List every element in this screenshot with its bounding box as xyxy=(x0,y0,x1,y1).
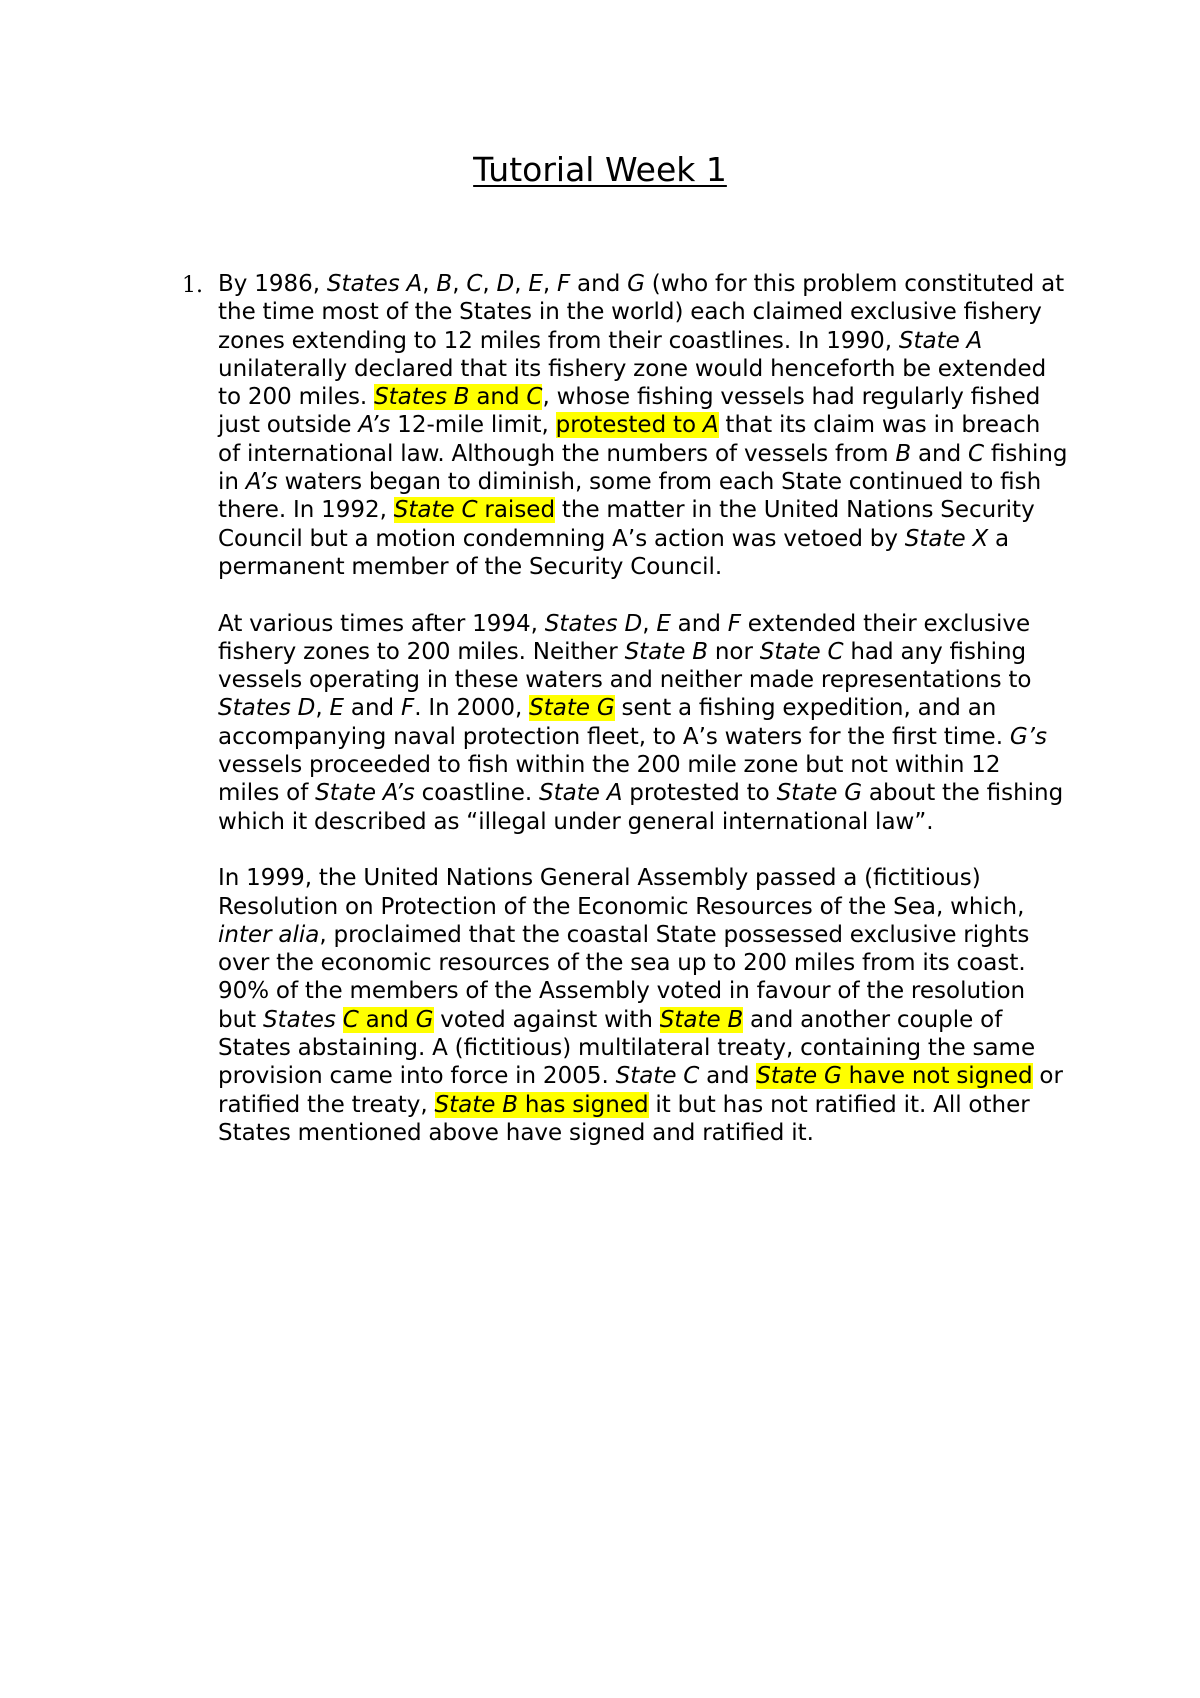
page-title: Tutorial Week 1 xyxy=(473,150,727,189)
text-run: In 1999, the United Nations General Assembly passed a (fictitious) Resolution on Protection of the Economic Resources of the Sea, which, xyxy=(218,865,1025,920)
text-run: vessels proceeded to fish within the 200 mile zone but not within 12 miles of xyxy=(218,752,1001,807)
italic-text: State C xyxy=(615,1063,700,1090)
highlighted-text: C xyxy=(526,384,543,411)
italic-text: D xyxy=(496,271,515,297)
italic-text: States xyxy=(263,1006,336,1033)
text-run: , xyxy=(482,271,497,297)
italic-text: States A xyxy=(326,271,423,297)
italic-text: E xyxy=(329,695,345,722)
highlighted-text: State B xyxy=(659,1006,744,1033)
text-run: protested to xyxy=(622,780,777,807)
text-run: , xyxy=(315,695,330,722)
text-run: 12-mile limit, xyxy=(390,412,556,439)
italic-text: State B xyxy=(624,638,709,665)
highlighted-text: has signed xyxy=(518,1091,649,1118)
italic-text: E xyxy=(656,610,671,637)
highlighted-text: raised xyxy=(477,497,556,524)
text-run: extended their exclusive fishery zones to 200 miles. Neither xyxy=(218,610,1031,665)
text-run: unilaterally declared that its fishery zone would henceforth be extended to 200 miles. xyxy=(218,355,1047,411)
italic-text: A’s xyxy=(358,412,391,439)
highlighted-text: State C xyxy=(393,497,478,524)
text-run: At various times after 1994, xyxy=(218,610,545,637)
italic-text: States D xyxy=(544,610,643,637)
text-run: about the fishing which it described as “illegal under general international law”. xyxy=(218,780,1064,835)
italic-text: E xyxy=(528,271,543,297)
italic-text: B xyxy=(895,440,912,467)
paragraph-2 xyxy=(218,610,1068,836)
text-run xyxy=(336,1007,343,1033)
text-run: . In 2000, xyxy=(414,695,530,722)
text-run: and xyxy=(911,440,969,467)
italic-text: F xyxy=(557,271,571,297)
text-run: nor xyxy=(708,638,760,665)
text-run: and xyxy=(699,1063,757,1090)
text-run: and xyxy=(670,610,728,637)
italic-text: State G xyxy=(776,780,863,807)
highlighted-text: C xyxy=(342,1006,359,1033)
text-run: had any fishing vessels operating in these waters and neither made representations to xyxy=(218,638,1032,694)
text-run: By 1986, xyxy=(218,271,327,297)
italic-text: C xyxy=(466,271,483,297)
italic-text: State A xyxy=(539,780,623,807)
highlighted-text: State B xyxy=(434,1091,519,1118)
highlighted-text: have not signed xyxy=(841,1063,1033,1090)
italic-text: F xyxy=(727,610,741,637)
question-body xyxy=(218,270,1068,1176)
text-run: coastline. xyxy=(414,780,540,807)
text-run: , whose fishing vessels had regularly fished just outside xyxy=(218,384,1041,439)
italic-text: State X xyxy=(904,525,989,552)
italic-text: B xyxy=(436,271,453,297)
text-run: sent a fishing expedition, and an accompanying naval protection fleet, to A’s waters for the first time. xyxy=(218,695,1010,750)
italic-text: State A xyxy=(898,327,983,354)
paragraph-1 xyxy=(218,270,1068,581)
text-run: the matter in the United Nations Security Council but a motion condemning A’s action was vetoed by xyxy=(218,497,1035,552)
text-run: a permanent member of the Security Council. xyxy=(218,525,1010,580)
highlighted-text: protested to xyxy=(555,412,703,439)
text-run: and xyxy=(570,271,628,297)
text-run: , proclaimed that the coastal State possessed exclusive rights over the economic resources of the sea up to 200 miles from its coast. 90% of the members of the Assembly voted in favour of the resolution but xyxy=(218,921,1030,1033)
text-run: it but has not ratified it. All other States mentioned above have signed and ratified it. xyxy=(218,1091,1030,1146)
italic-text: State A’s xyxy=(315,780,415,807)
text-run: and another couple of States abstaining. A (fictitious) multilateral treaty, containing the same provision came into force in 2005. xyxy=(218,1006,1036,1090)
highlighted-text: and xyxy=(469,384,527,411)
italic-text: G xyxy=(627,271,645,297)
text-run: and xyxy=(344,695,401,722)
highlighted-text: State G xyxy=(529,695,615,722)
highlighted-text: G xyxy=(415,1006,434,1033)
italic-text: States D xyxy=(218,695,316,722)
text-run: , xyxy=(542,271,558,297)
highlighted-text: A xyxy=(702,412,719,439)
text-run: , xyxy=(642,610,657,637)
question-number: 1. xyxy=(182,273,203,298)
text-run: , xyxy=(422,271,437,297)
paragraph-3 xyxy=(218,864,1068,1147)
text-run: , xyxy=(514,271,529,297)
italic-text: F xyxy=(400,695,415,722)
text-run: , xyxy=(452,271,467,297)
text-run: fishing in xyxy=(218,440,1068,496)
italic-text: State C xyxy=(759,638,844,665)
text-run: or ratified the treaty, xyxy=(218,1063,1063,1118)
highlighted-text: States B xyxy=(374,384,470,411)
italic-text: A’s xyxy=(245,469,278,496)
italic-text: G’s xyxy=(1009,723,1047,750)
highlighted-text: State G xyxy=(756,1063,842,1090)
text-run: waters began to diminish, some from each State continued to fish there. In 1992, xyxy=(218,469,1042,524)
highlighted-text: and xyxy=(358,1006,416,1033)
italic-text: inter alia xyxy=(218,921,320,948)
text-run: voted against with xyxy=(433,1006,660,1033)
text-run: that its claim was in breach of international law. Although the numbers of vessels from xyxy=(218,412,1041,467)
text-run: (who for this problem constituted at the time most of the States in the world) each claimed exclusive fishery zones extending to 12 miles from their coastlines. In 1990, xyxy=(218,271,1065,354)
italic-text: C xyxy=(968,440,985,467)
